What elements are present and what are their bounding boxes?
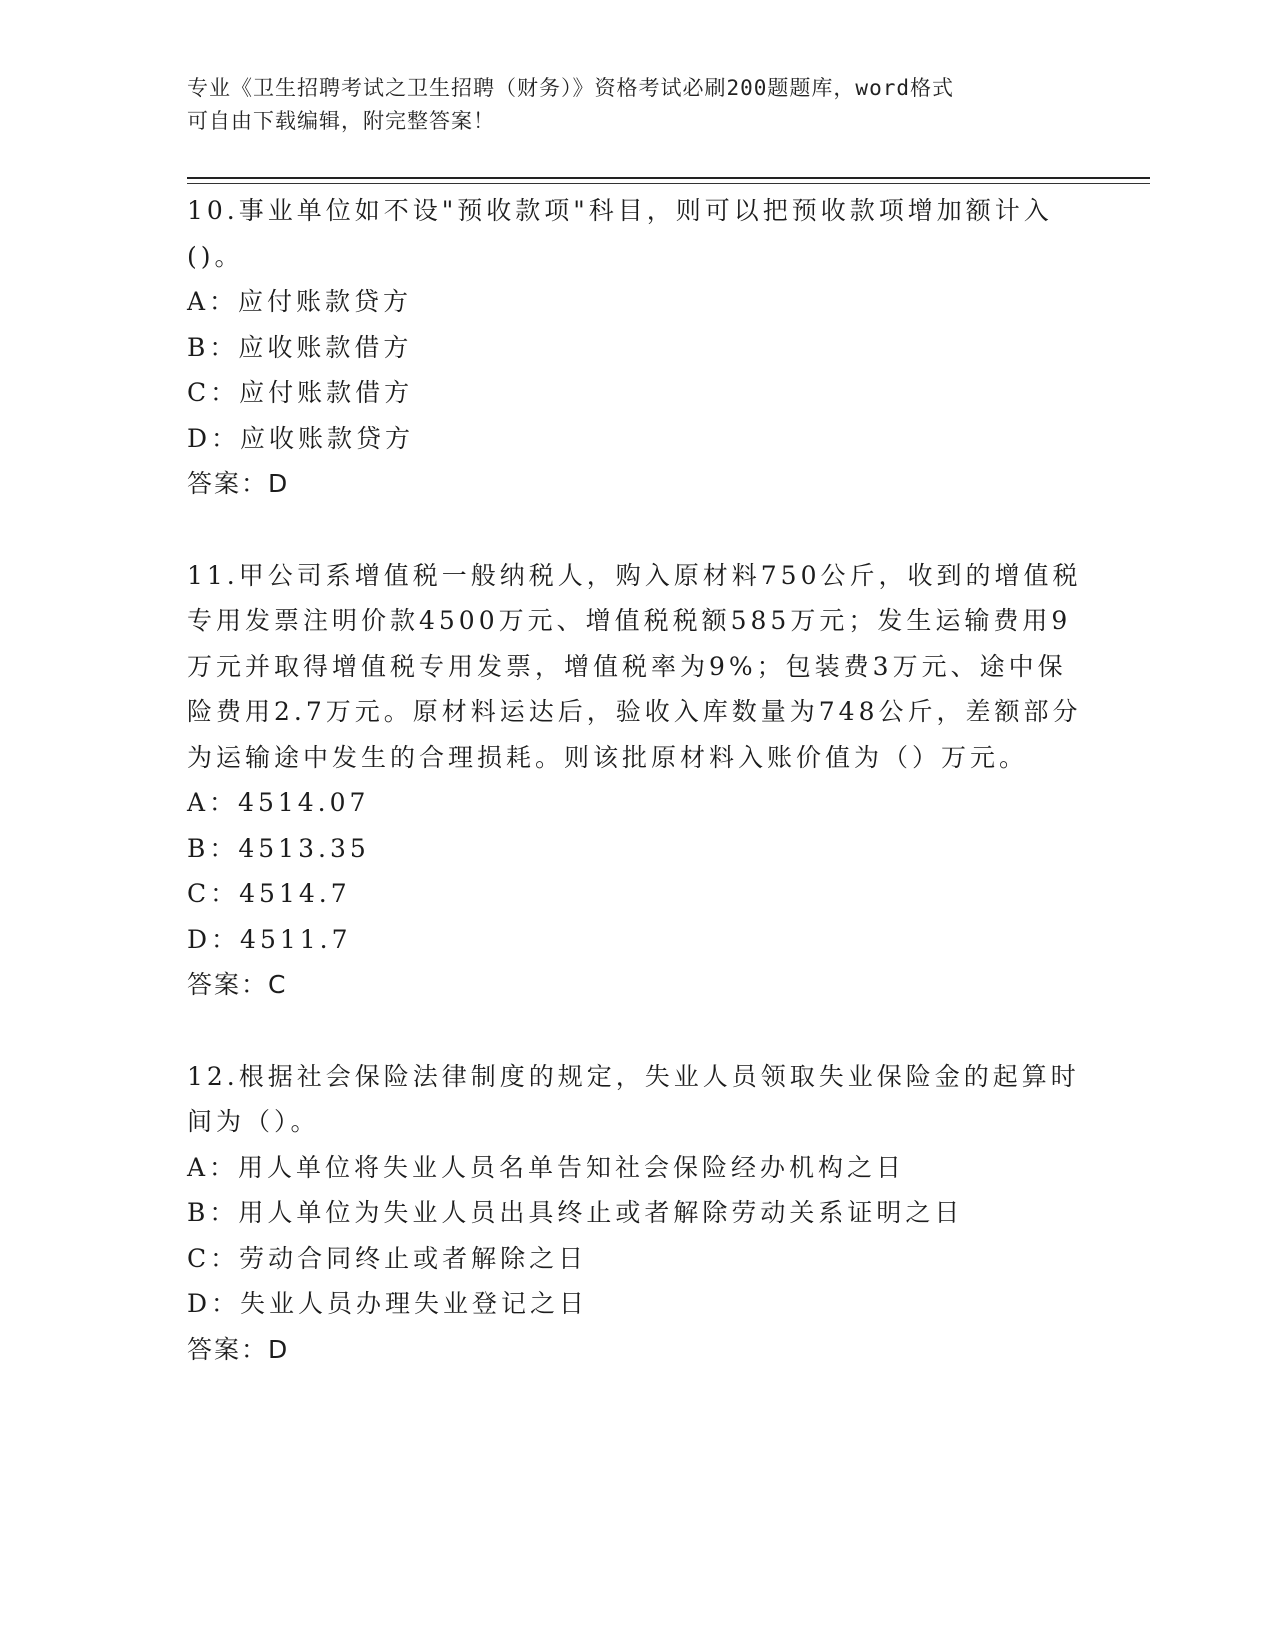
header-divider-thick [187, 177, 1150, 179]
question-10 [187, 188, 1087, 507]
answer-line: 答案：C [187, 970, 288, 999]
option-b: B：用人单位为失业人员出具终止或者解除劳动关系证明之日 [187, 1198, 964, 1227]
option-a: A：应付账款贷方 [187, 287, 413, 316]
option-c: C：4514.7 [187, 879, 351, 908]
option-c: C：应付账款借方 [187, 378, 414, 407]
question-stem: 12.根据社会保险法律制度的规定，失业人员领取失业保险金的起算时间为（）。 [187, 1061, 1080, 1136]
question-11 [187, 553, 1087, 1008]
answer-line: 答案：D [187, 1334, 290, 1364]
option-a: A：用人单位将失业人员名单告知社会保险经办机构之日 [187, 1152, 906, 1182]
option-b: B：应收账款借方 [187, 332, 413, 362]
option-d: D：4511.7 [187, 924, 352, 954]
question-stem: 10.事业单位如不设"预收款项"科目，则可以把预收款项增加额计入()。 [187, 196, 1053, 271]
option-b: B：4513.35 [187, 833, 370, 863]
option-d: D：失业人员办理失业登记之日 [187, 1289, 589, 1318]
header-line-2: 可自由下载编辑，附完整答案！ [187, 109, 495, 133]
question-stem: 11.甲公司系增值税一般纳税人，购入原材料750公斤，收到的增值税专用发票注明价款4500万元、增值税税额585万元；发生运输费用9万元并取得增值税专用发票，增值税率为9%；包装费3万元、途中保险费用2.7万元。原材料运达后，验收入库数量为748公斤，差额部分为运输途中发生的合理损耗。则该批原材料入账价值为（）万元。 [187, 560, 1082, 772]
option-a: A：4514.07 [187, 788, 370, 817]
option-d: D：应收账款贷方 [187, 423, 415, 453]
question-list [187, 188, 1087, 1418]
header-line-1: 专业《卫生招聘考试之卫生招聘（财务）》资格考试必刷200题题库，word格式 [187, 76, 954, 100]
question-12 [187, 1054, 1087, 1373]
answer-line: 答案：D [187, 469, 290, 498]
option-c: C：劳动合同终止或者解除之日 [187, 1243, 588, 1273]
header-divider-thin [187, 183, 1150, 184]
document-header [187, 72, 1087, 138]
